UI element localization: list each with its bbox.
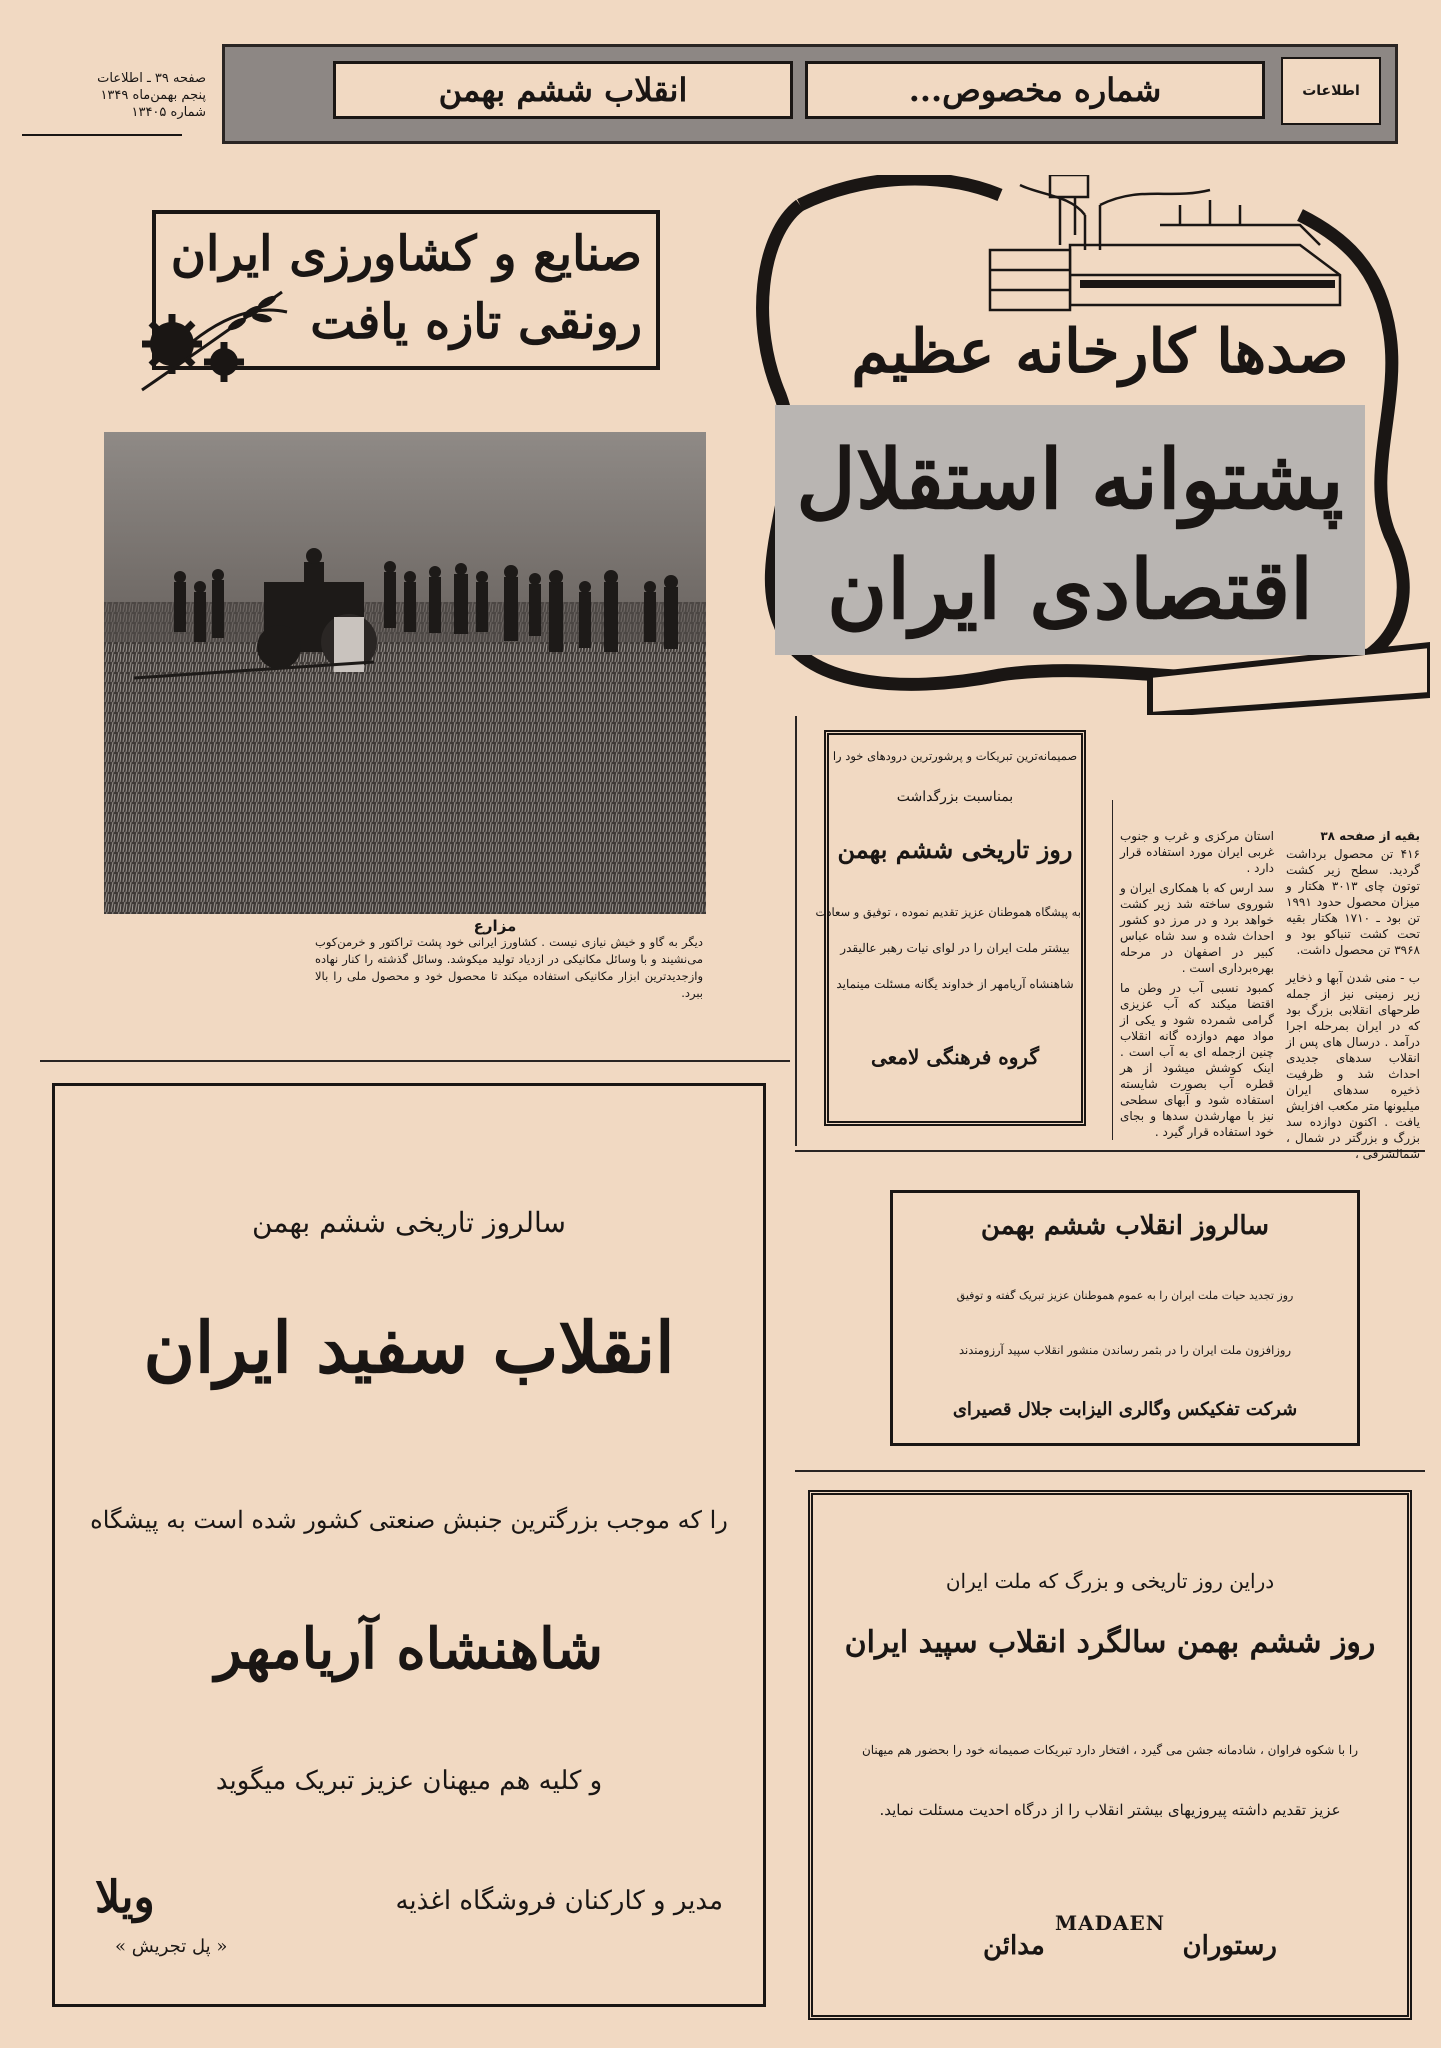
article-col1: ۴۱۶ تن محصول برداشت گردید. سطح زیر کشت توتون چای ۳۰۱۳ هکتار و میزان محصول حدود ۱۹۹۱ تن بود ـ ۱۷۱۰ هکتار بقیه تحت کشت تنباکو بود و ۳۹۶۸ تن محصول داشت.: [1286, 847, 1420, 957]
ad-lameei: [815, 730, 1086, 1126]
ad-tafkis: [890, 1190, 1360, 1446]
ad-tafkis-line4: شرکت تفکیکس وگالری الیزابت جلال قصیرای: [952, 1399, 1298, 1420]
ad-madaen-line4: عزیز تقدیم داشته پیروزیهای بیشتر انقلاب را از درگاه احدیت مسئلت نماید.: [879, 1801, 1341, 1819]
caption-body: دیگر به گاو و خیش نیازی نیست . کشاورز ایرانی خود پشت تراکتور و خرمن‌کوب می‌نشیند و با وسائل مکانیکی در ازدیاد تولید میکوشد. وسائل گذشته را کنار نهاده وازجدیدترین ابزار مکانیکی استفاده میکند تا محصول خود و محصول ملی را بالا ببرد.: [315, 935, 703, 1000]
harvest-field-image: [104, 432, 706, 914]
ad-lameei-line4: به پیشگاه هموطنان عزیز تقدیم نموده ، توفیق و سعادت: [815, 905, 1081, 919]
ad-villa-line5: و کلیه هم میهنان عزیز تبریک میگوید: [215, 1766, 603, 1796]
ad-madaen-line1: دراین روز تاریخی و بزرگ که ملت ایران: [945, 1569, 1275, 1593]
ad-villa-line4: شاهنشاه آریامهر: [214, 1616, 604, 1682]
ad-villa: [52, 1083, 766, 2007]
main-headline-line3: اقتصادی ایران: [827, 542, 1313, 638]
ad-villa-line6: مدیر و کارکنان فروشگاه اغذیه: [395, 1886, 723, 1916]
article-col2c: کمبود نسبی آب در وطن ما اقتضا میکند که آب عزیزی گرامی شمرده شود و یکی از مواد مهم دوازده گانه انقلاب چنین ازجمله ای به آب است . اینک کوشش میشود از هر قطره آب بصورت شایسته استفاده شود و آبهای سطحی نیز با مهارشدن سدها و بجای خود استفاده قرار گیرد .: [1120, 981, 1274, 1139]
ad-lameei-signature: گروه فرهنگی لامعی: [871, 1045, 1039, 1069]
left-headline-line2: رونقی تازه یافت: [310, 294, 642, 350]
main-headline-line1: صدها کارخانه عظیم: [851, 317, 1349, 387]
banner-special-issue: شماره مخصوص...: [805, 61, 1265, 119]
ad-madaen-name: مدائن: [983, 1931, 1045, 1961]
ad-lameei-line6: شاهنشاه آریامهر از خداوند یگانه مسئلت مینماید: [836, 977, 1074, 991]
ad-lameei-line1: صمیمانه‌ترین تبریکات و پرشورترین درودهای خود را: [832, 749, 1078, 763]
ad-tafkis-line1: سالروز انقلاب ششم بهمن: [980, 1211, 1270, 1241]
section-rule-3: [795, 1470, 1425, 1472]
ad-villa-line1: سالروز تاریخی ششم بهمن: [251, 1206, 567, 1239]
madaen-logo: MADAEN: [1054, 1911, 1166, 1935]
page-label: صفحه ۳۹ ـ اطلاعات: [97, 71, 206, 86]
banner-sixth-bahman: انقلاب ششم بهمن: [333, 61, 793, 119]
ad-villa-brand: ویلا: [95, 1872, 155, 1923]
ad-villa-line3: را که موجب بزرگترین جنبش صنعتی کشور شده است به پیشگاه: [90, 1506, 728, 1534]
ad-lameei-line5: بیشتر ملت ایران را در لوای نیات رهبر عالیقدر: [840, 941, 1070, 955]
column-rule: [795, 716, 797, 1146]
issue-label: شماره ۱۳۴۰۵: [131, 105, 206, 120]
ad-lameei-line2: بمناسبت بزرگداشت: [896, 789, 1014, 805]
gear-wheat-icon: [132, 282, 292, 400]
column-rule-2: [1112, 800, 1113, 1140]
masthead-band: [222, 44, 1398, 144]
ad-madaen-line3: را با شکوه فراوان ، شادمانه جشن می گیرد ، افتخار دارد تبریکات صمیمانه خود را بحضور هم میهنان: [861, 1743, 1359, 1757]
ad-lameei-line3: روز تاریخی ششم بهمن: [837, 835, 1073, 864]
ad-madaen-restaurant: رستوران: [1182, 1931, 1277, 1961]
ad-madaen: [808, 1490, 1412, 2020]
ad-villa-line2: انقلاب سفید ایران: [143, 1306, 675, 1389]
ad-tafkis-line2: روز تجدید حیات ملت ایران را به عموم هموطنان عزیز تبریک گفته و توفیق: [956, 1289, 1294, 1302]
article-col2b: سد ارس که با همکاری ایران و شوروی ساخته شد زیر کشت خواهد برد و در مرز دو کشور احداث شده و سد شاه عباس کبیر در اصفهان در مرحله بهره‌برداری است .: [1120, 881, 1274, 975]
ad-villa-location: « پل تجریش »: [115, 1936, 228, 1957]
section-rule: [40, 1060, 790, 1062]
page-info: [20, 70, 206, 121]
article-col2: استان مرکزی و غرب و جنوب غربی ایران مورد استفاده قرار دارد .: [1120, 829, 1274, 875]
logo-text: اطلاعات: [1302, 83, 1360, 99]
newspaper-logo: [1281, 57, 1381, 125]
ad-tafkis-line3: روزافزون ملت ایران را در بثمر رساندن منشور انقلاب سپید آرزومندند: [958, 1343, 1291, 1357]
left-headline-line1: صنایع و کشاورزی ایران: [170, 226, 642, 282]
continuation-label: بقیه از صفحه ۳۸: [1320, 829, 1420, 843]
main-headline-line2: پشتوانه استقلال: [796, 432, 1344, 528]
date-label: پنجم بهمن‌ماه ۱۳۴۹: [100, 88, 206, 103]
header-rule: [22, 134, 182, 136]
article-col1b: ب - منی شدن آبها و ذخایر زیر زمینی نیز از جمله طرحهای انقلابی بزرگ بود که در ایران بمرحله اجرا درآمد . درسال های پس از انقلاب سدهای جدیدی احداث شد و ظرفیت ذخیره سدهای ایران میلیونها متر مکعب افزایش یافت . اکنون دوازده سد بزرگ و بزرگتر در شمال ، شمالشرقی ،: [1286, 971, 1420, 1161]
ad-madaen-line2: روز ششم بهمن سالگرد انقلاب سپید ایران: [844, 1625, 1376, 1660]
farm-photo: [104, 432, 706, 914]
caption-title: مزارع: [473, 917, 517, 935]
